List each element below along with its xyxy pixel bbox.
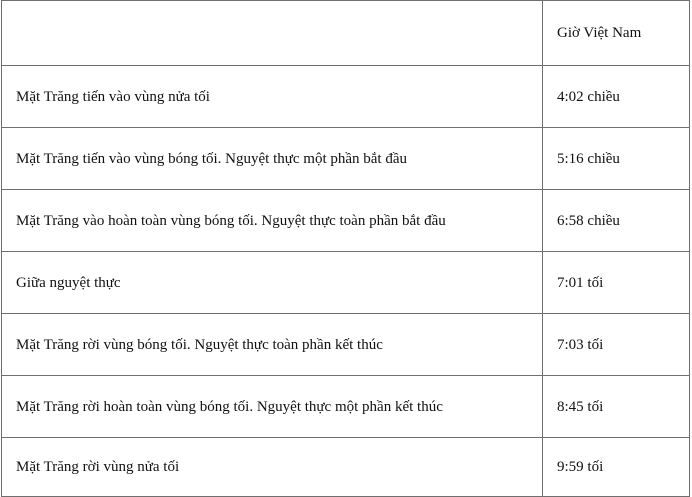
event-cell: Mặt Trăng rời vùng bóng tối. Nguyệt thực toàn phần kết thúc — [2, 314, 543, 376]
event-cell: Mặt Trăng tiến vào vùng bóng tối. Nguyệt thực một phần bắt đầu — [2, 128, 543, 190]
time-cell: 6:58 chiều — [543, 190, 690, 252]
header-time-cell: Giờ Việt Nam — [543, 1, 690, 66]
time-cell: 5:16 chiều — [543, 128, 690, 190]
eclipse-schedule-table — [1, 0, 690, 497]
time-cell: 8:45 tối — [543, 376, 690, 438]
table-row — [2, 128, 690, 190]
event-cell: Mặt Trăng rời vùng nửa tối — [2, 438, 543, 497]
table-row — [2, 376, 690, 438]
table-row — [2, 190, 690, 252]
event-cell: Giữa nguyệt thực — [2, 252, 543, 314]
event-cell: Mặt Trăng vào hoàn toàn vùng bóng tối. Nguyệt thực toàn phần bắt đầu — [2, 190, 543, 252]
table-header-row — [2, 1, 690, 66]
time-cell: 9:59 tối — [543, 438, 690, 497]
table-row — [2, 66, 690, 128]
time-cell: 7:01 tối — [543, 252, 690, 314]
time-cell: 7:03 tối — [543, 314, 690, 376]
event-cell: Mặt Trăng rời hoàn toàn vùng bóng tối. Nguyệt thực một phần kết thúc — [2, 376, 543, 438]
table-row — [2, 314, 690, 376]
time-cell: 4:02 chiều — [543, 66, 690, 128]
table-row — [2, 252, 690, 314]
table-row — [2, 438, 690, 497]
header-event-cell — [2, 1, 543, 66]
event-cell: Mặt Trăng tiến vào vùng nửa tối — [2, 66, 543, 128]
